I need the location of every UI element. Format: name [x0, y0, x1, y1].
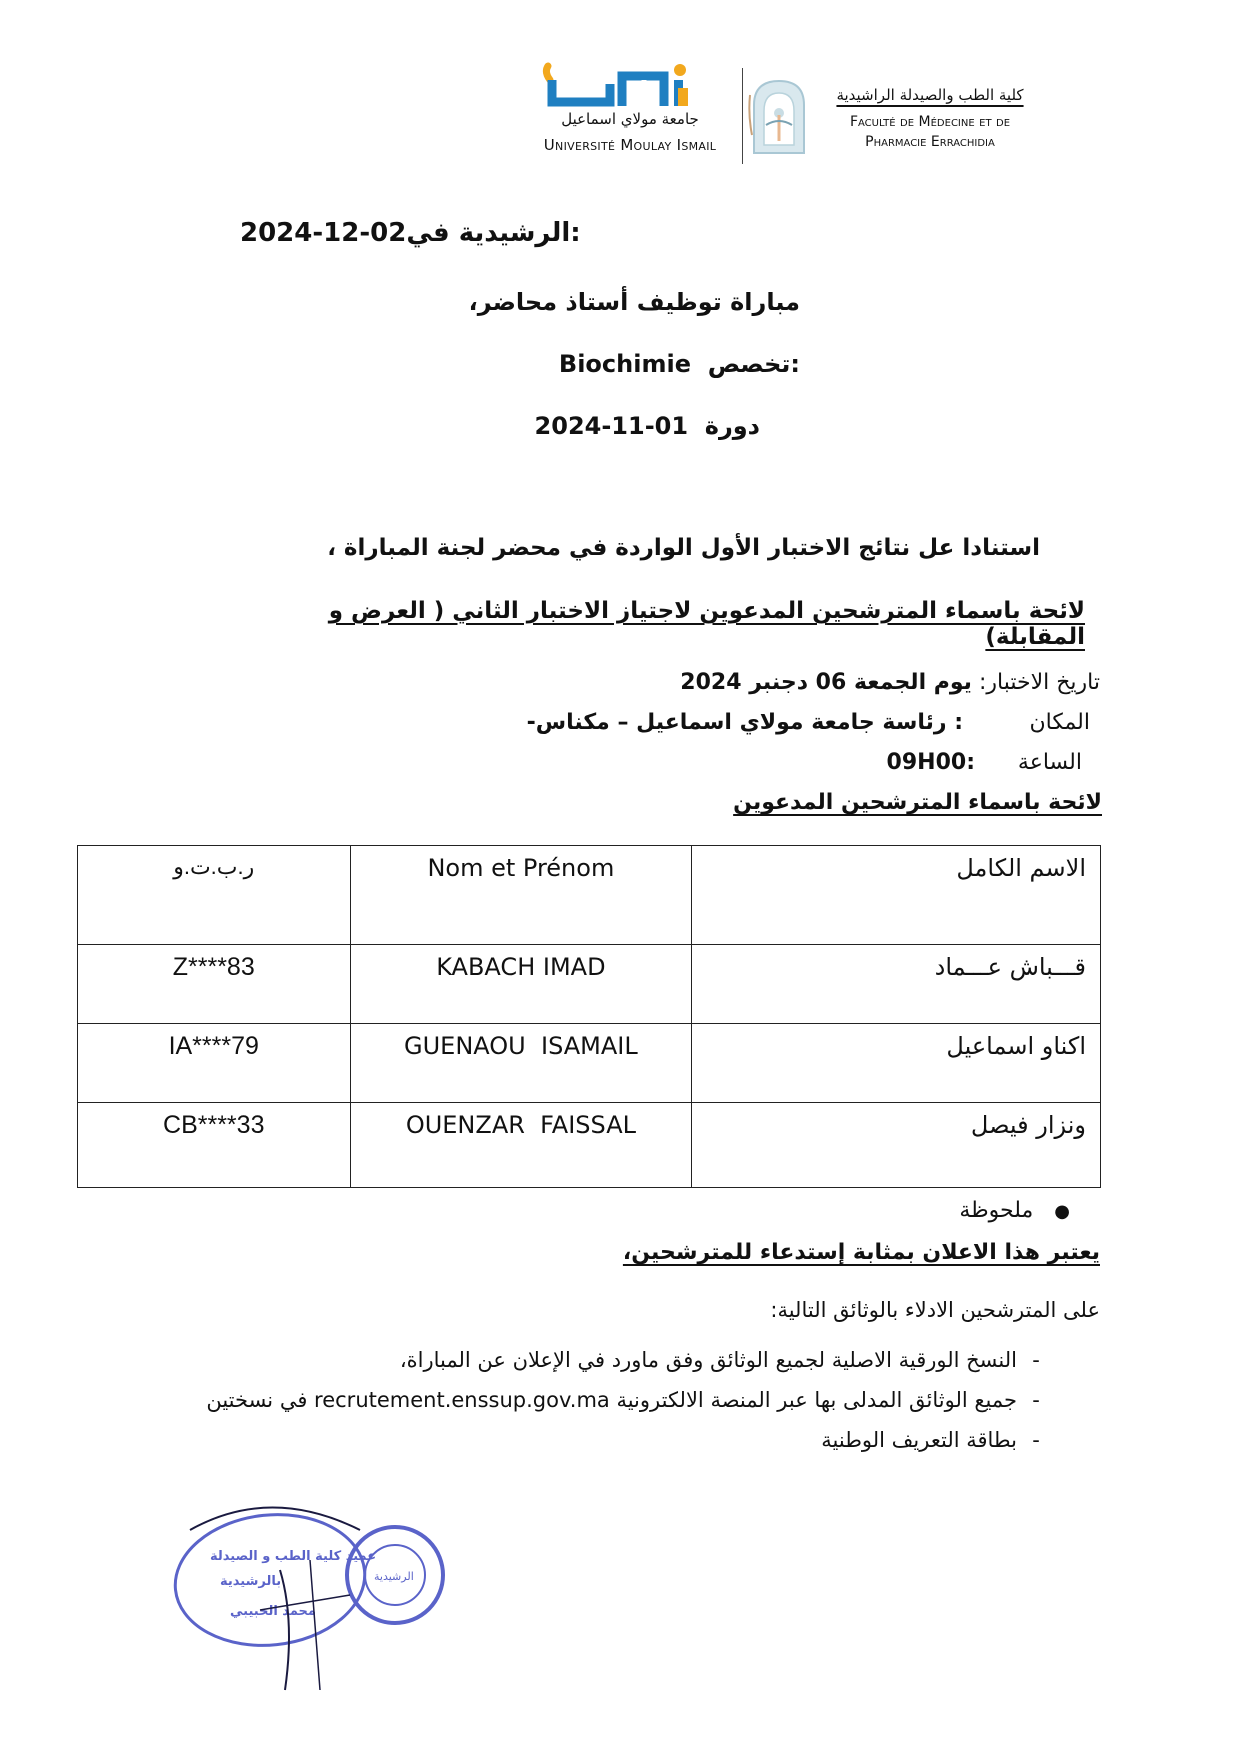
cell-id: CB****33	[78, 1103, 351, 1188]
doc-text: بطاقة التعريف الوطنية	[821, 1428, 1017, 1452]
university-name-ar: جامعة مولاي اسماعيل	[561, 110, 699, 128]
svg-text:بالرشيدية: بالرشيدية	[220, 1574, 282, 1589]
table-row	[78, 1103, 1101, 1188]
session-line	[520, 412, 760, 440]
header-divider	[742, 68, 743, 164]
exam-date-value: يوم الجمعة 06 دجنبر 2024	[680, 670, 972, 695]
list-item	[120, 1388, 1055, 1428]
document-date	[240, 218, 590, 248]
header-id: ر.ب.ت.و	[78, 846, 351, 945]
faculty-logo	[748, 75, 810, 155]
university-name-fr: Université Moulay Ismail	[543, 136, 717, 154]
session-value: 2024-11-01	[534, 412, 689, 440]
table-row	[78, 1024, 1101, 1103]
list-title: لائحة باسماء المترشحين المدعوين لاجتياز الاختبار الثاني ( العرض و المقابلة)	[328, 598, 1085, 650]
faculty-emblem-icon	[748, 75, 810, 155]
cell-id: Z****83	[78, 945, 351, 1024]
cell-id: IA****79	[78, 1024, 351, 1103]
specialty-line	[520, 350, 800, 378]
cell-name-fr: GUENAOU ISAMAIL	[350, 1024, 692, 1103]
dash-icon: -	[1032, 1388, 1040, 1412]
svg-text:عميد كلية الطب و الصيدلة: عميد كلية الطب و الصيدلة	[210, 1549, 377, 1564]
candidates-table	[77, 845, 1101, 1188]
university-logo	[540, 62, 700, 114]
specialty-label: تخصص:	[707, 350, 800, 378]
contest-title: مباراة توظيف أستاذ محاضر،	[468, 288, 800, 316]
stamp-signature-area	[160, 1490, 520, 1700]
bullet-icon: ●	[1054, 1201, 1070, 1222]
svg-text:الرشيدية: الرشيدية	[374, 1570, 414, 1583]
umi-logo-icon	[540, 62, 700, 114]
list-item	[120, 1428, 1055, 1468]
faculty-name-fr-line1: Faculté de Médecine et de	[849, 114, 1011, 130]
note-text: يعتبر هذا الاعلان بمثابة إستدعاء للمترشحين،	[622, 1240, 1100, 1265]
note-label: ملحوظة	[959, 1198, 1034, 1223]
exam-date-label: تاريخ الاختبار:	[978, 670, 1100, 695]
exam-time-value: 09H00:	[886, 750, 975, 775]
exam-place-row	[480, 710, 1090, 735]
svg-text:محمد الحبيبي: محمد الحبيبي	[230, 1604, 316, 1619]
exam-time-row	[820, 750, 1082, 775]
cell-name-ar: اكناو اسماعيل	[692, 1024, 1101, 1103]
intro-paragraph: استنادا عل نتائج الاختبار الأول الواردة في محضر لجنة المباراة ،	[327, 535, 1040, 561]
official-stamp-icon	[160, 1490, 520, 1700]
required-documents-list	[120, 1348, 1055, 1468]
cell-name-ar: قـــباش عـــماد	[692, 945, 1101, 1024]
exam-place-value: : رئاسة جامعة مولاي اسماعيل – مكناس-	[526, 710, 963, 735]
header-full-name-ar: الاسم الكامل	[692, 846, 1101, 945]
cell-name-fr: KABACH IMAD	[350, 945, 692, 1024]
faculty-name-ar: كلية الطب والصيدلة الراشيدية	[836, 86, 1024, 104]
dash-icon: -	[1032, 1428, 1040, 1452]
table-row	[78, 945, 1101, 1024]
note-label-row	[900, 1198, 1070, 1223]
header-name-fr: Nom et Prénom	[350, 846, 692, 945]
exam-time-label: الساعة	[1017, 750, 1082, 775]
docs-intro: على المترشحين الادلاء بالوثائق التالية:	[770, 1298, 1100, 1322]
session-label: دورة	[704, 412, 760, 440]
table-header-row	[78, 846, 1101, 945]
cell-name-fr: OUENZAR FAISSAL	[350, 1103, 692, 1188]
date-value: 2024-12-02	[240, 218, 407, 248]
invited-list-title: لائحة باسماء المترشحين المدعوين	[733, 790, 1102, 815]
cell-name-ar: ونزار فيصل	[692, 1103, 1101, 1188]
date-label: الرشيدية في:	[406, 218, 581, 248]
list-item	[120, 1348, 1055, 1388]
faculty-name-fr-line2: Pharmacie Errachidia	[865, 134, 995, 150]
doc-text: النسخ الورقية الاصلية لجميع الوثائق وفق ماورد في الإعلان عن المباراة،	[399, 1348, 1017, 1372]
exam-date-row	[560, 670, 1100, 695]
dash-icon: -	[1032, 1348, 1040, 1372]
specialty-value: Biochimie	[558, 350, 691, 378]
exam-place-label: المكان	[1029, 710, 1090, 735]
doc-text: جميع الوثائق المدلى بها عبر المنصة الالكترونية recrutement.enssup.gov.ma في نسختين	[206, 1388, 1017, 1412]
